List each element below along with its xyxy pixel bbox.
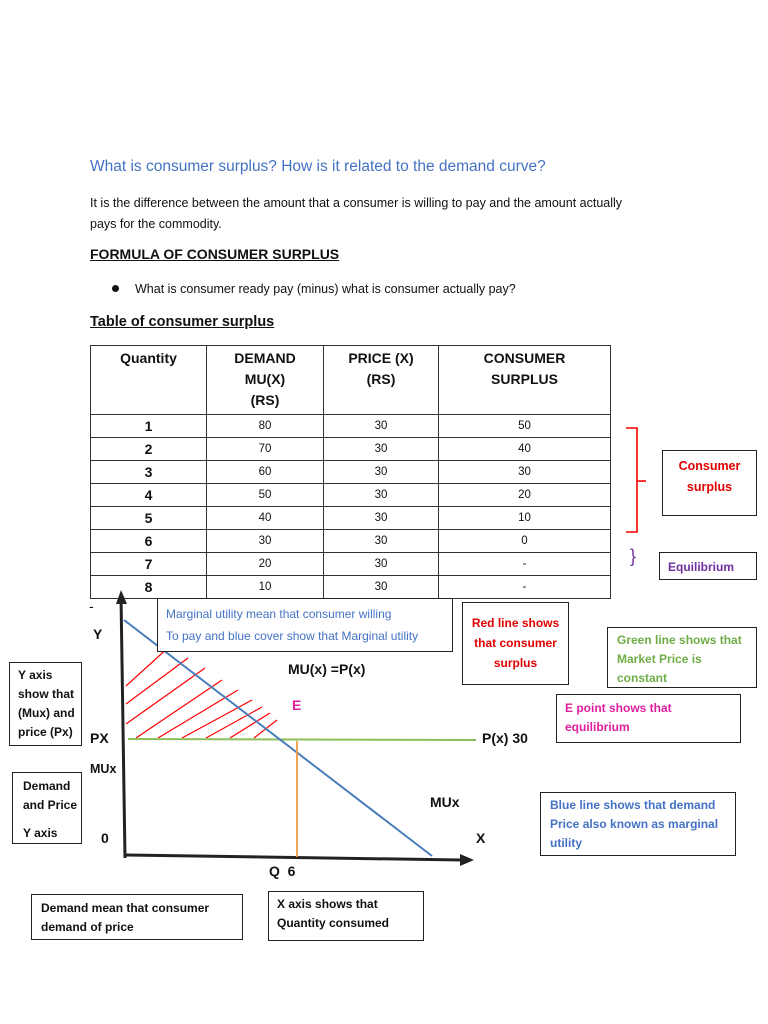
cell-price: 30	[324, 484, 439, 507]
surplus-hatch	[126, 646, 277, 738]
cell-quantity: 2	[91, 438, 207, 461]
cell-demand: 50	[207, 484, 324, 507]
mux-axis-label: MUx	[90, 762, 117, 776]
cell-quantity: 8	[91, 576, 207, 599]
header-quantity: Quantity	[91, 346, 207, 415]
cell-price: 30	[324, 415, 439, 438]
cell-price: 30	[324, 576, 439, 599]
header-demand: DEMAND MU(X) (RS)	[207, 346, 324, 415]
consumer-surplus-box	[662, 450, 757, 516]
cell-surplus: 0	[439, 530, 611, 553]
cell-surplus: 20	[439, 484, 611, 507]
cell-demand: 80	[207, 415, 324, 438]
cell-price: 30	[324, 530, 439, 553]
table-title: Table of consumer surplus	[90, 314, 275, 330]
cell-demand: 70	[207, 438, 324, 461]
cell-surplus: 50	[439, 415, 611, 438]
x-label: X	[476, 830, 486, 846]
cell-price: 30	[324, 507, 439, 530]
cell-demand: 40	[207, 507, 324, 530]
header-price: PRICE (X) (RS)	[324, 346, 439, 415]
y-label: Y	[93, 626, 103, 642]
e-point-label: E	[292, 697, 302, 713]
cell-surplus: -	[439, 576, 611, 599]
origin-label: 0	[101, 830, 109, 846]
x-axis-note: X axis shows that Quantity consumed	[268, 891, 424, 941]
price-line-label: P(x) 30	[482, 730, 528, 746]
cell-surplus: -	[439, 553, 611, 576]
cell-surplus: 40	[439, 438, 611, 461]
q-label: Q 6	[269, 863, 296, 879]
green-line-note: Green line shows that Market Price is constant	[607, 627, 757, 688]
cell-demand: 30	[207, 530, 324, 553]
cell-demand: 10	[207, 576, 324, 599]
demand-curve	[124, 620, 432, 856]
cell-surplus: 10	[439, 507, 611, 530]
cell-quantity: 5	[91, 507, 207, 530]
demand-mean-note: Demand mean that consumer demand of price	[31, 894, 243, 940]
x-axis-arrow-icon	[460, 854, 474, 866]
red-line-note: Red line shows that consumer surplus	[462, 602, 569, 685]
cell-surplus: 30	[439, 461, 611, 484]
cell-demand: 20	[207, 553, 324, 576]
y-axis	[121, 596, 125, 858]
marginal-utility-note: Marginal utility mean that consumer willing To pay and blue cover show that Marginal utility	[157, 598, 453, 652]
surplus-bracket	[626, 428, 637, 532]
consumer-surplus-label: Consumer surplus	[678, 459, 741, 494]
cell-quantity: 6	[91, 530, 207, 553]
cell-quantity: 4	[91, 484, 207, 507]
page-heading: What is consumer surplus? How is it related to the demand curve?	[90, 158, 546, 175]
cell-price: 30	[324, 461, 439, 484]
formula-title: FORMULA OF CONSUMER SURPLUS	[90, 246, 340, 262]
equilibrium-label: Equilibrium	[668, 560, 734, 574]
y-axis-arrow-icon	[116, 590, 127, 604]
cell-quantity: 7	[91, 553, 207, 576]
graph-dash: -	[89, 598, 94, 614]
e-point-note: E point shows that equilibrium	[556, 694, 741, 743]
cell-quantity: 1	[91, 415, 207, 438]
equilibrium-brace: }	[630, 546, 637, 566]
header-consumer-surplus: CONSUMER SURPLUS	[439, 346, 611, 415]
definition-text: It is the difference between the amount that a consumer is willing to pay and the amount actually pays for the commodity.	[90, 196, 623, 231]
demand-price-note: Demand and Price Y axis	[12, 772, 82, 844]
blue-line-note: Blue line shows that demand Price also known as marginal utility	[540, 792, 736, 856]
cell-demand: 60	[207, 461, 324, 484]
bullet-text: What is consumer ready pay (minus) what is consumer actually pay?	[135, 282, 516, 296]
demand-curve-label: MUx	[430, 794, 460, 810]
cell-price: 30	[324, 438, 439, 461]
cell-price: 30	[324, 553, 439, 576]
equilibrium-box	[659, 552, 757, 580]
cell-quantity: 3	[91, 461, 207, 484]
x-axis	[125, 855, 462, 860]
equation-label: MU(x) =P(x)	[288, 661, 366, 677]
price-line	[128, 739, 476, 740]
px-label: PX	[90, 730, 109, 746]
y-axis-note: Y axis show that (Mux) and price (Px)	[9, 662, 82, 746]
